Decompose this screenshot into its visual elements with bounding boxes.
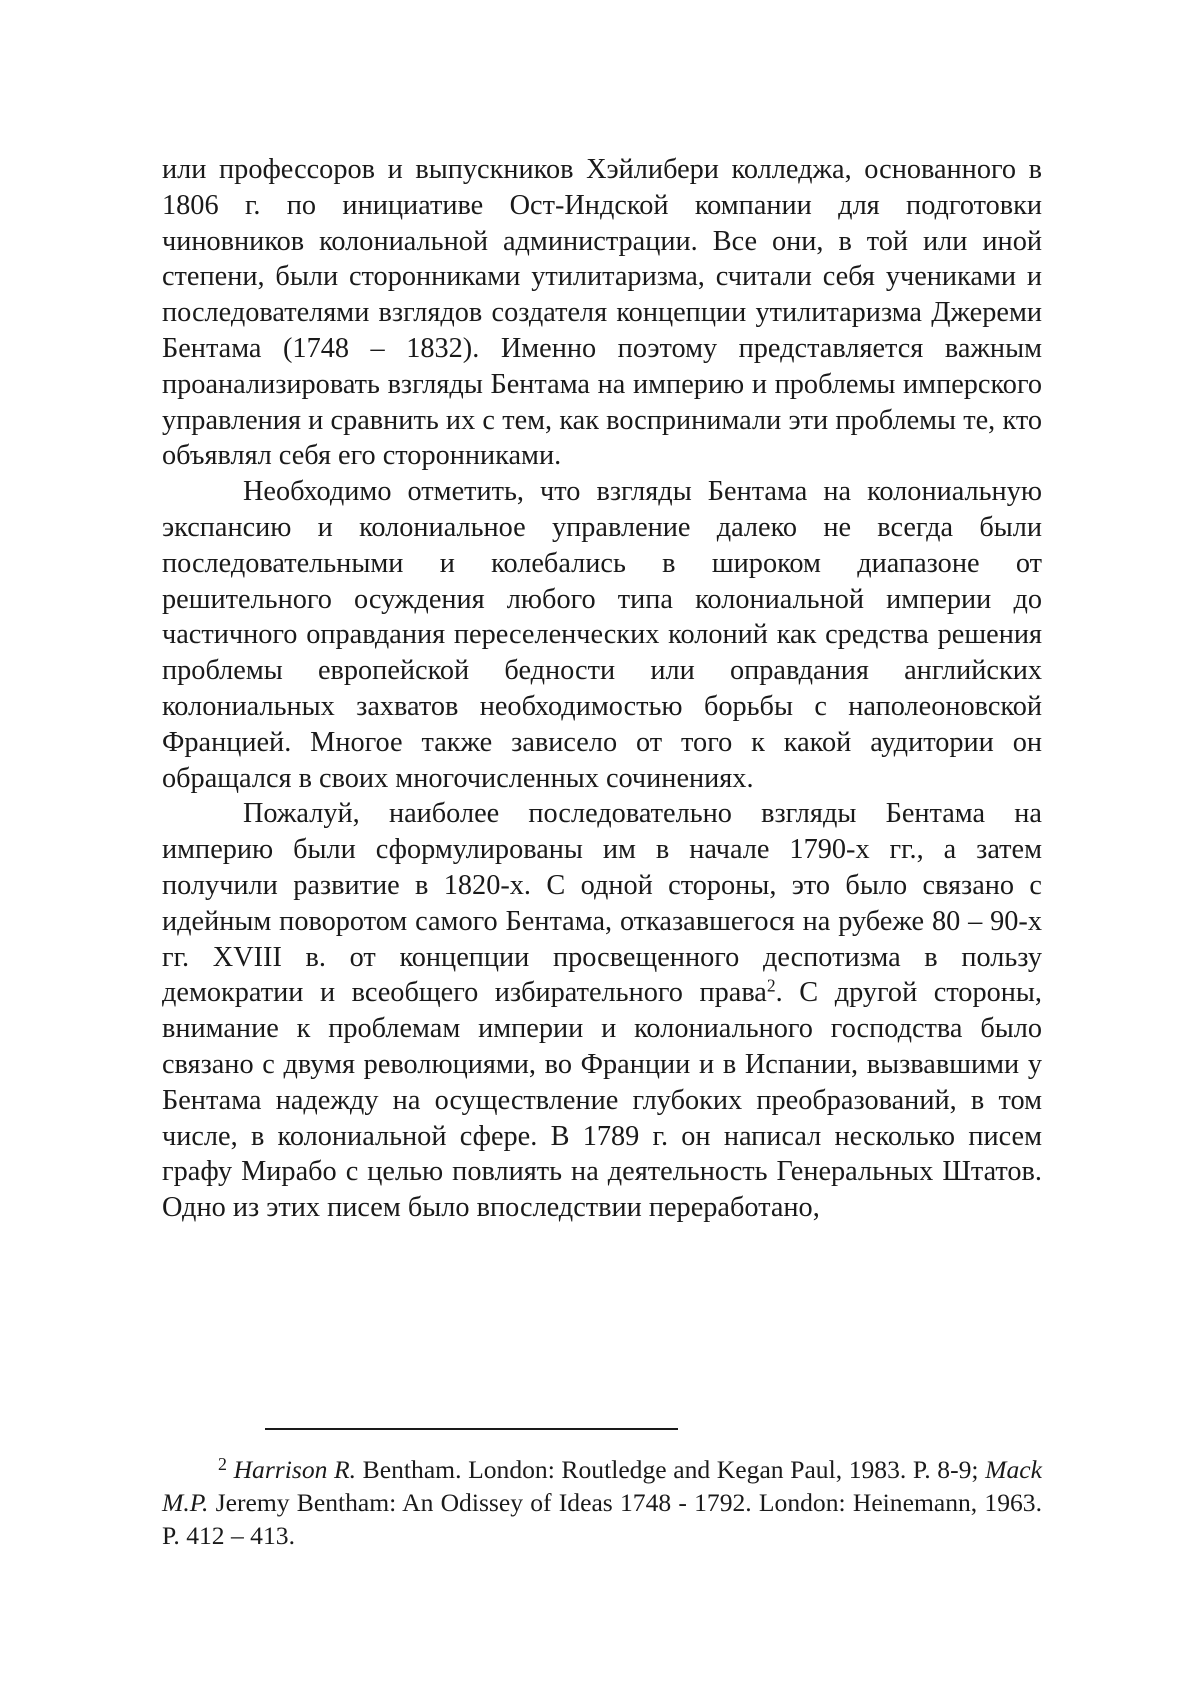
paragraph-2: Необходимо отметить, что взгляды Бентама на колониальную экспансию и колониальное управление далеко не всегда были последовательными и колебались в широком диапазоне от решительного осуждения любого типа колониальной империи до частичного оправдания переселенческих колоний как средства решения проблемы европейской бедности или оправдания английских колониальных захватов необходимостью борьбы с наполеоновской Францией. Многое также зависело от того к какой аудитории он обращался в своих многочисленных сочинениях.: [162, 476, 1042, 794]
paragraph-3-text-end: . С другой стороны, внимание к проблемам империи и колониального господства было связано с двумя революциями, во Франции и в Испании, вызвавшими у Бентама надежду на осуществление глубоких преобразований, в том числе, в колониальной сфере. В 1789 г. он написал несколько писем графу Мирабо с целью повлиять на деятельность Генеральных Штатов. Одно из этих писем было впоследствии переработано,: [162, 977, 1042, 1224]
footnote-number: 2: [218, 1453, 227, 1474]
footnote: [162, 1453, 1042, 1552]
paragraph-1: или профессоров и выпускников Хэйлибери колледжа, основанного в 1806 г. по инициативе Ост-Индской компании для подготовки чиновников колониальной администрации. Все они, в той или иной степени, были сторонниками утилитаризма, считали себя учениками и последователями взглядов создателя концепции утилитаризма Джереми Бентама (1748 – 1832). Именно поэтому представляется важным проанализировать взгляды Бентама на империю и проблемы имперского управления и сравнить их с тем, как воспринимали эти проблемы те, кто объявлял себя его сторонниками.: [162, 154, 1042, 472]
footnote-author-2: Mack M.P.: [162, 1455, 1042, 1517]
footnote-citation-1: Bentham. London: Routledge and Kegan Paul, 1983. P. 8-9;: [356, 1455, 986, 1484]
footnote-author-1: Harrison R.: [233, 1455, 357, 1484]
page-body: [162, 152, 1042, 1226]
paragraph-3: [162, 796, 1042, 1226]
footnote-separator: [265, 1428, 678, 1430]
footnote-citation-2: Jeremy Bentham: An Odissey of Ideas 1748 - 1792. London: Heinemann, 1963. P. 412 – 413.: [162, 1488, 1042, 1550]
footnote-reference: 2: [766, 975, 776, 996]
paragraph-3-text-start: Пожалуй, наиболее последовательно взгляды Бентама на империю были сформулированы им в начале 1790-х гг., а затем получили развитие в 1820-х. С одной стороны, это было связано с идейным поворотом самого Бентама, отказавшегося на рубеже 80 – 90-х гг. XVIII в. от концепции просвещенного деспотизма в пользу демократии и всеобщего избирательного права: [162, 798, 1042, 1009]
